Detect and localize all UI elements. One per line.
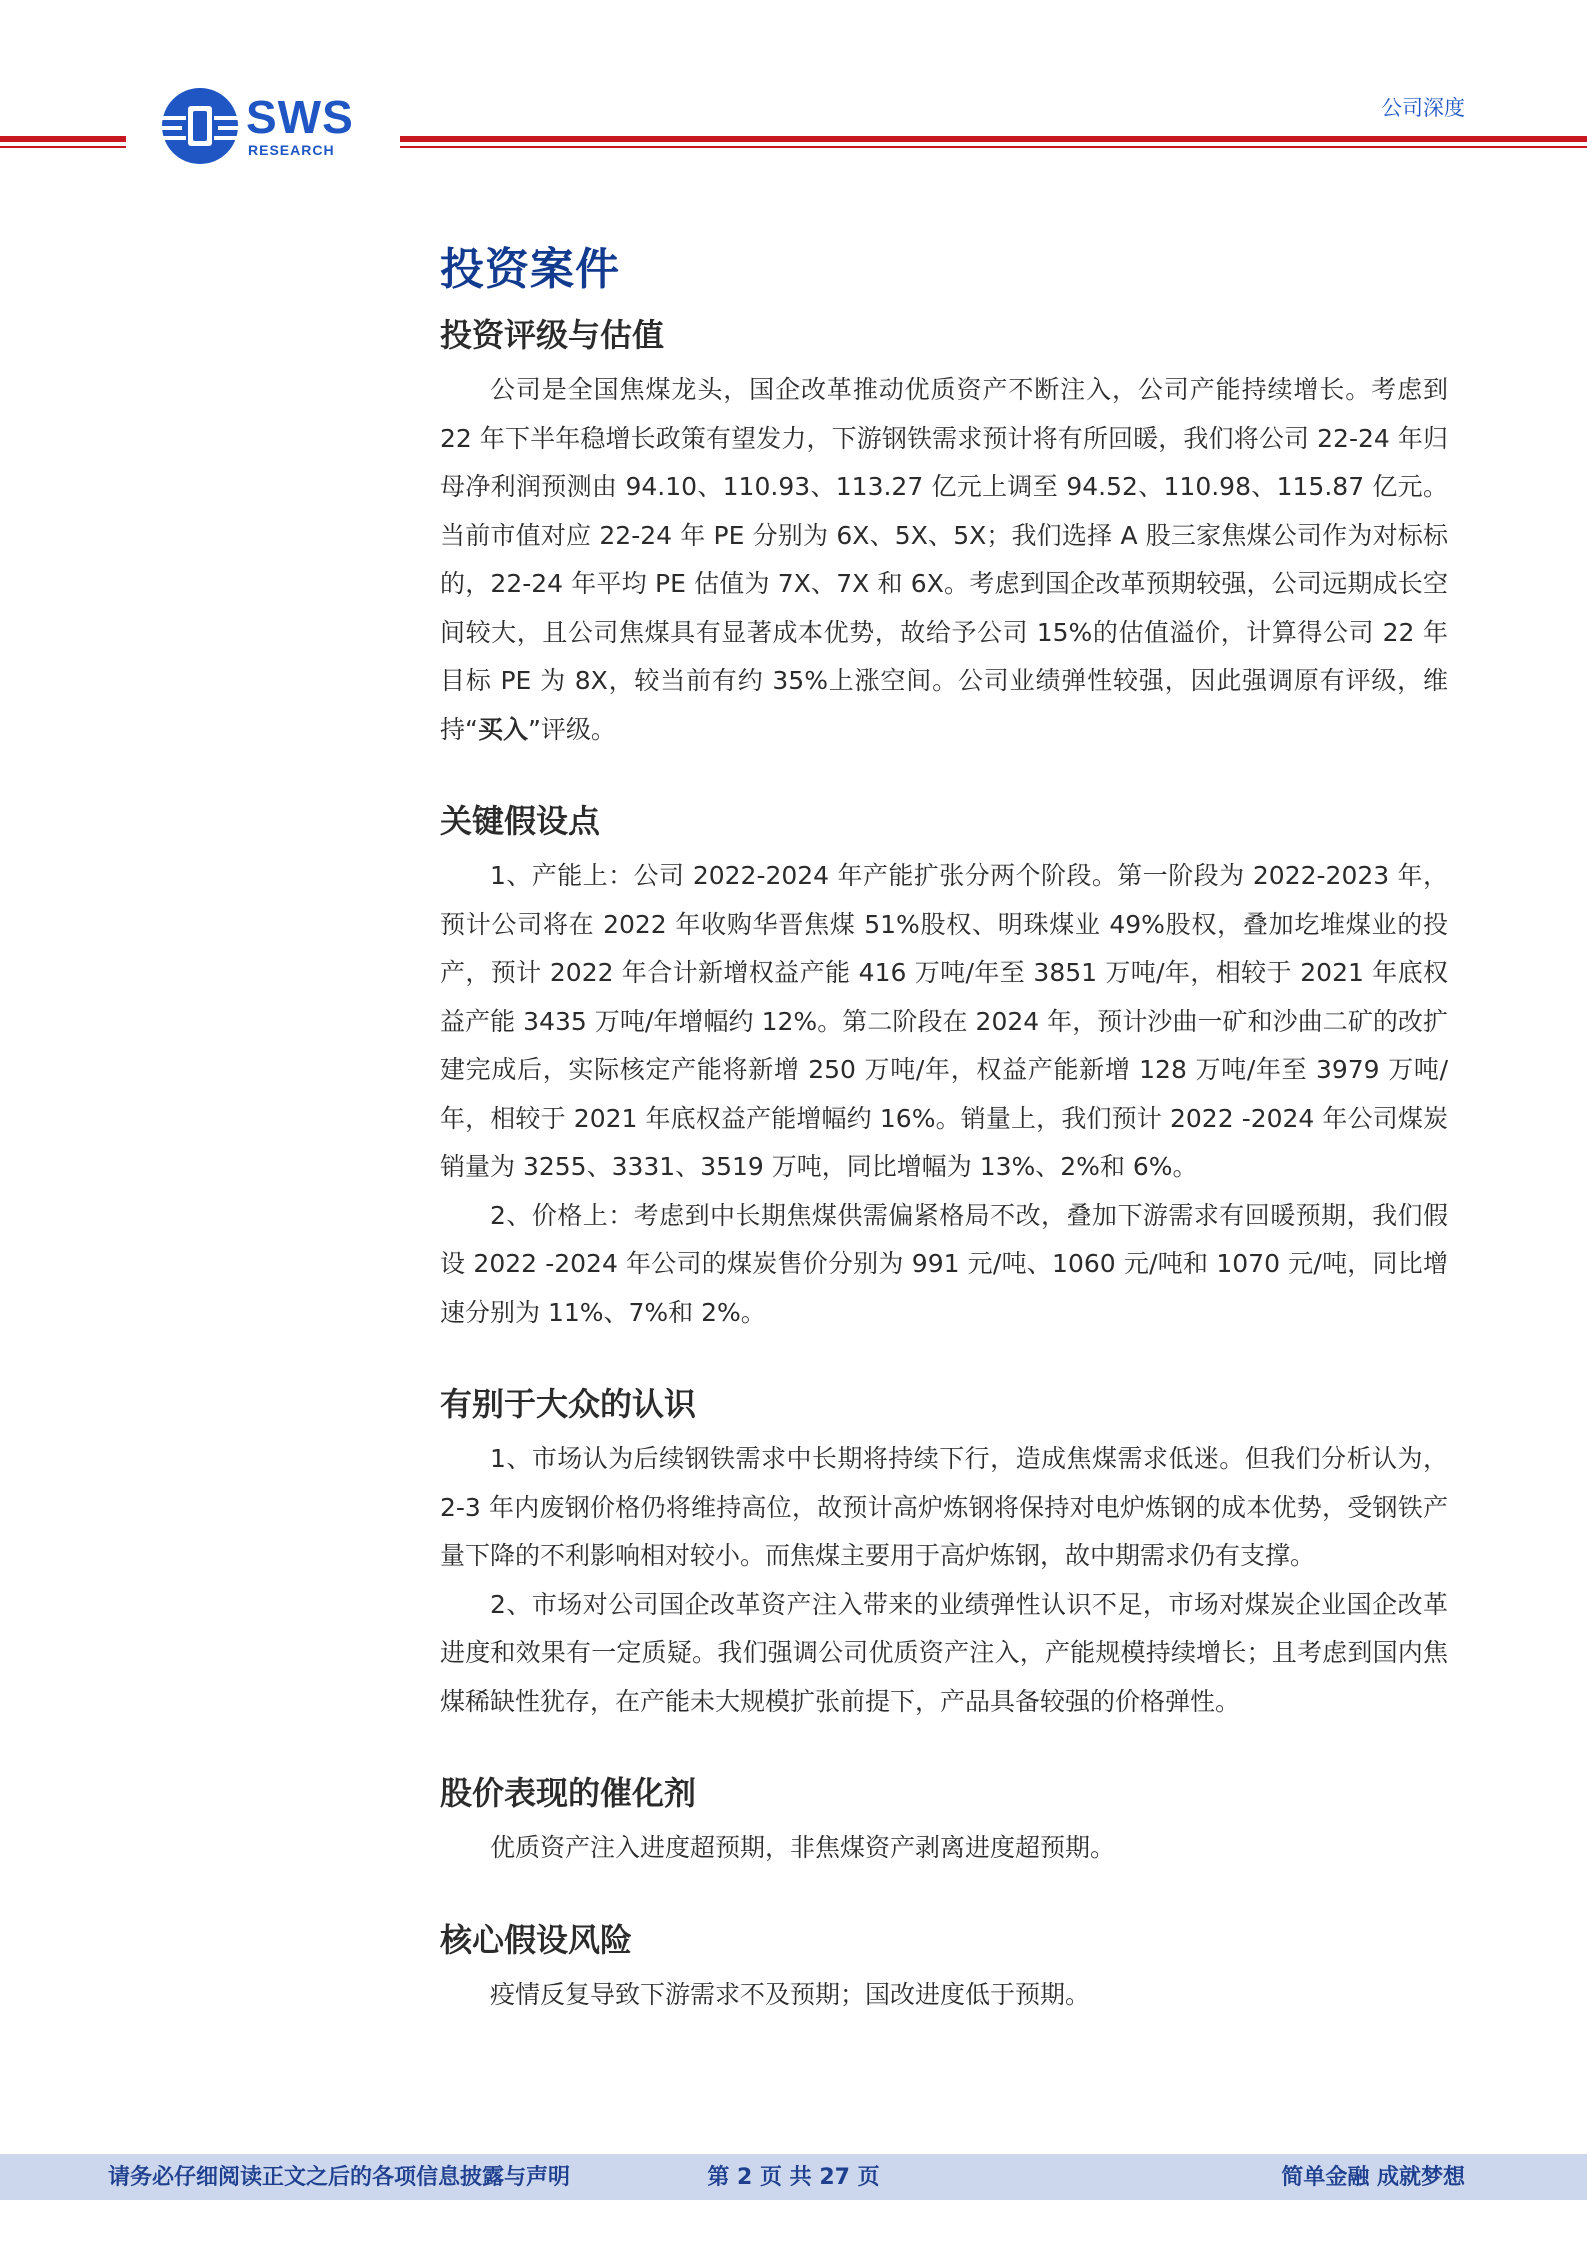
paragraph-text: ”评级。 (527, 714, 616, 744)
paragraph: 优质资产注入进度超预期，非焦煤资产剥离进度超预期。 (490, 1833, 1116, 1862)
section-heading: 核心假设风险 (440, 1920, 633, 1959)
section-differentiated-view (440, 1381, 1448, 1726)
logo-subtext: RESEARCH (248, 142, 335, 158)
footer-disclaimer: 请务必仔细阅读正文之后的各项信息披露与声明 (108, 2165, 571, 2190)
page-number: 第 2 页 共 27 页 (707, 2165, 880, 2190)
section-heading: 投资评级与估值 (440, 316, 665, 354)
paragraph: 1、市场认为后续钢铁需求中长期将持续下行，造成焦煤需求低迷。但我们分析认为，2-3 年内废钢价格仍将维持高位，故预计高炉炼钢将保持对电炉炼钢的成本优势，受钢铁产量下降的不利影响相对较小。而焦煤主要用于高炉炼钢，故中期需求仍有支撑。 (440, 1444, 1448, 1570)
header-rule-right (400, 136, 1587, 148)
footer-slogan: 简单金融 成就梦想 (1281, 2165, 1465, 2190)
section-rating-valuation (440, 312, 1448, 754)
paragraph: 疫情反复导致下游需求不及预期；国改进度低于预期。 (490, 1979, 1091, 2009)
sws-logo (160, 86, 380, 166)
logo-text: SWS (246, 91, 354, 143)
section-key-assumptions (440, 798, 1448, 1337)
section-catalysts (440, 1770, 1448, 1873)
report-body (440, 240, 1448, 2019)
page-header (0, 0, 1587, 180)
section-heading: 股价表现的催化剂 (440, 1774, 697, 1812)
page-footer (0, 2154, 1587, 2200)
paragraph (440, 366, 1448, 754)
paragraph: 1、产能上：公司 2022-2024 年产能扩张分两个阶段。第一阶段为 2022-2023 年，预计公司将在 2022 年收购华晋焦煤 51%股权、明珠煤业 49%股权，叠加圪堆煤业的投产，预计 2022 年合计新增权益产能 416 万吨/年至 3851 万吨/年，相较于 2021 年底权益产能 3435 万吨/年增幅约 12%。第二阶段在 2024 年，预计沙曲一矿和沙曲二矿的改扩建完成后，实际核定产能将新增 250 万吨/年，权益产能新增 128 万吨/年至 3979 万吨/年，相较于 2021 年底权益产能增幅约 16%。销量上，我们预计 2022 -2024 年公司煤炭销量为 3255、3331、3519 万吨，同比增幅为 13%、2%和 6%。 (440, 861, 1448, 1181)
section-heading: 有别于大众的认识 (440, 1385, 697, 1423)
sws-globe-logo-icon (160, 86, 240, 166)
header-rule-left (0, 136, 126, 148)
rating-highlight: 买入 (477, 714, 528, 744)
section-heading: 关键假设点 (440, 802, 601, 840)
document-type-label: 公司深度 (1381, 96, 1465, 120)
paragraph: 2、价格上：考虑到中长期焦煤供需偏紧格局不改，叠加下游需求有回暖预期，我们假设 2022 -2024 年公司的煤炭售价分别为 991 元/吨、1060 元/吨和 1070 元/吨，同比增速分别为 11%、7%和 2%。 (440, 1200, 1448, 1327)
paragraph-text: 公司是全国焦煤龙头，国企改革推动优质资产不断注入，公司产能持续增长。考虑到 22 年下半年稳增长政策有望发力，下游钢铁需求预计将有所回暖，我们将公司 22-24 年归母净利润预测由 94.10、110.93、113.27 亿元上调至 94.52、110.98、115.87 亿元。当前市值对应 22-24 年 PE 分别为 6X、5X、5X；我们选择 A 股三家焦煤公司作为对标标的，22-24 年平均 PE 估值为 7X、7X 和 6X。考虑到国企改革预期较强，公司远期成长空间较大，且公司焦煤具有显著成本优势，故给予公司 15%的估值溢价，计算得公司 22 年目标 PE 为 8X，较当前有约 35%上涨空间。公司业绩弹性较强，因此强调原有评级，维持“ (440, 375, 1448, 744)
paragraph: 2、市场对公司国企改革资产注入带来的业绩弹性认识不足，市场对煤炭企业国企改革进度和效果有一定质疑。我们强调公司优质资产注入，产能规模持续增长；且考虑到国内焦煤稀缺性犹存，在产能未大规模扩张前提下，产品具备较强的价格弹性。 (440, 1589, 1448, 1716)
page-title: 投资案件 (440, 244, 620, 295)
section-core-risks (440, 1917, 1448, 2020)
